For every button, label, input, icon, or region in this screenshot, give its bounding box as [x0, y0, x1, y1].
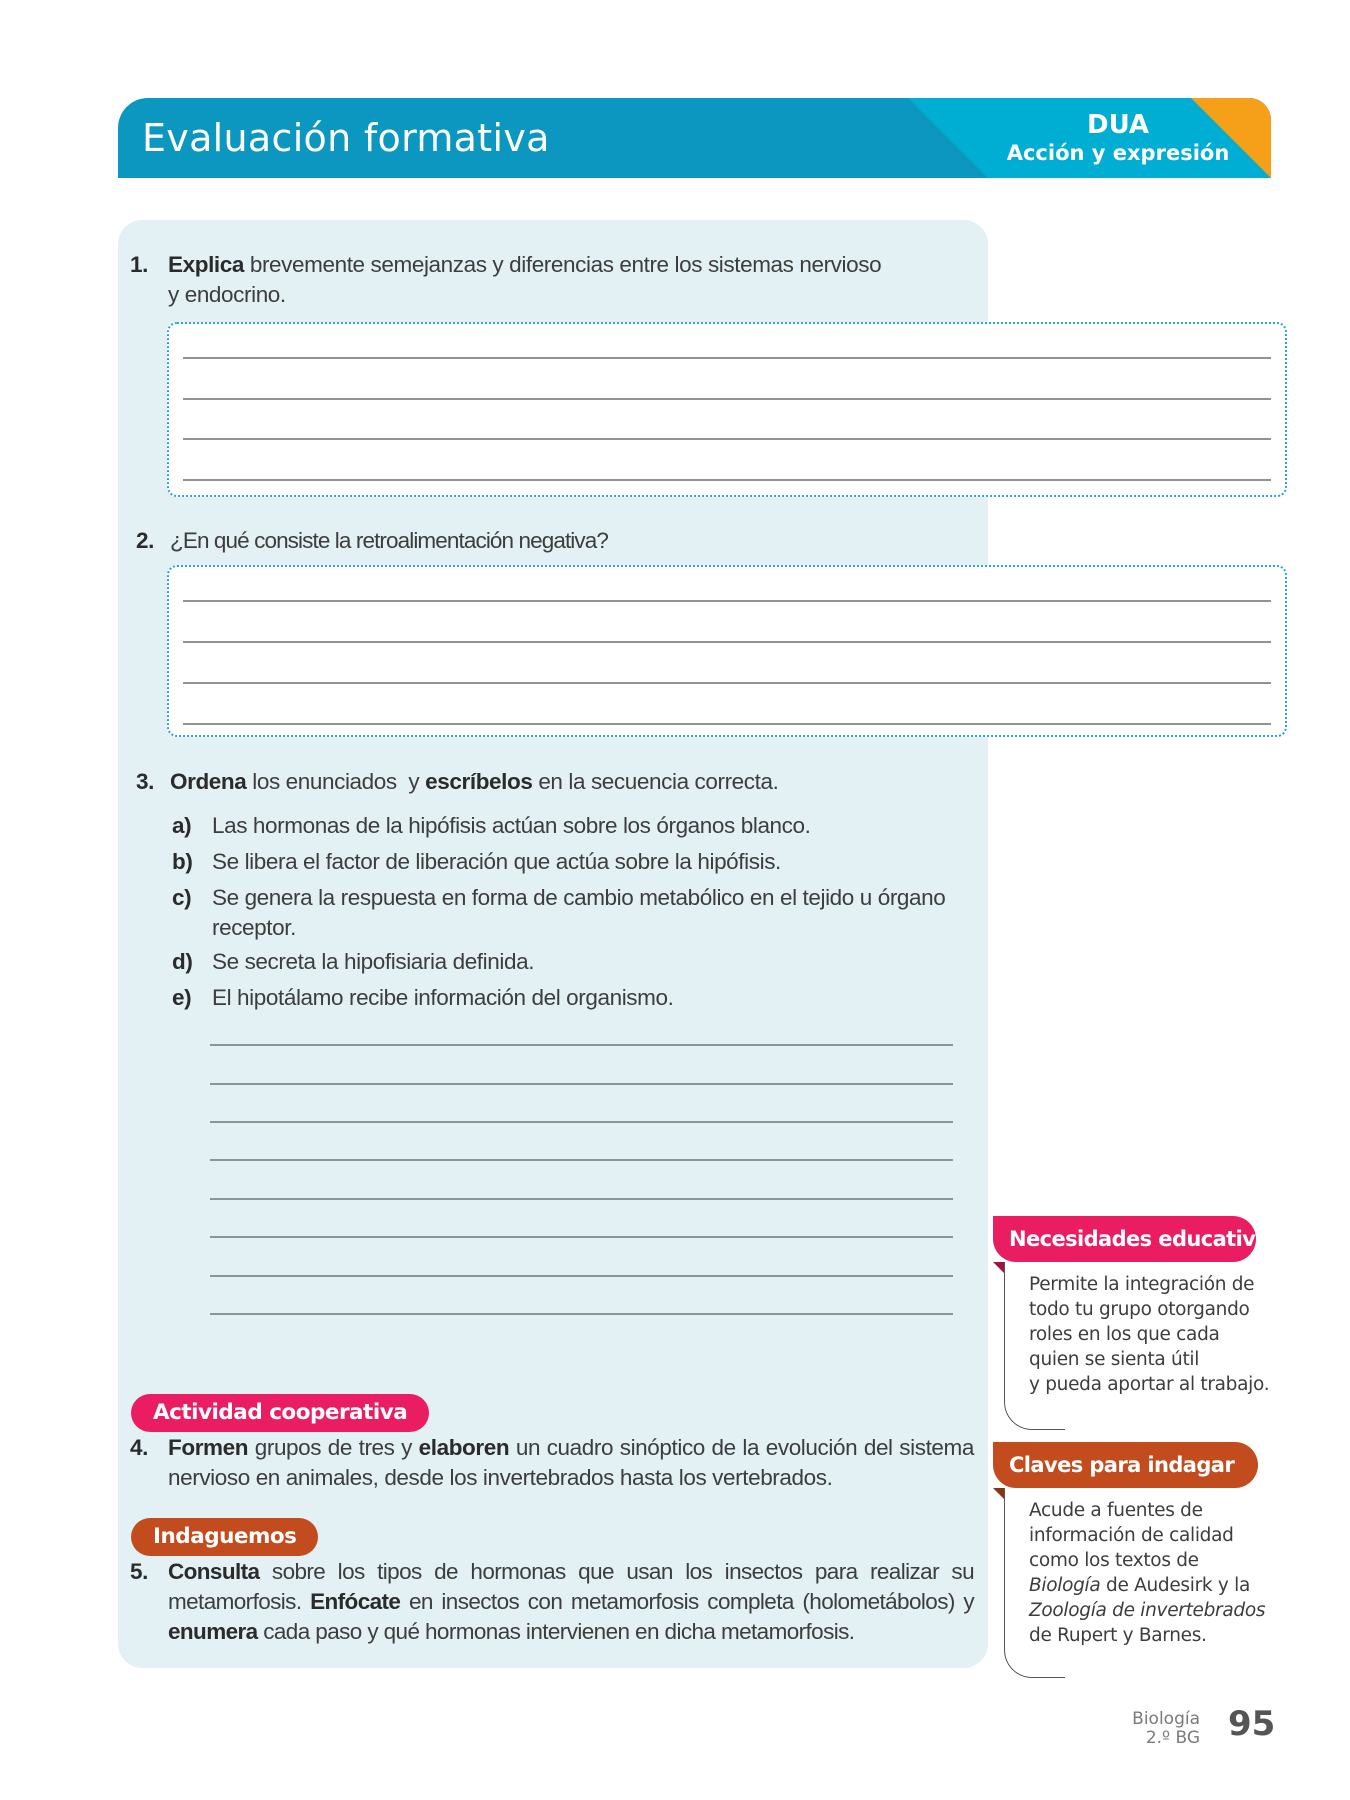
question-text: un cuadro sinóptico de la evolución del sistema nervioso en animales, desde los invertebrados hasta los vertebrados. [168, 1435, 974, 1490]
question-verb: Ordena [170, 769, 247, 794]
question-text: los enunciados y [246, 769, 426, 794]
question-text-cont: y endocrino. [168, 282, 286, 307]
answer-line [183, 438, 1271, 440]
question-verb-3: enumera [168, 1619, 258, 1644]
answer-line [183, 682, 1271, 684]
question-verb: Consulta [168, 1559, 260, 1584]
answer-line [210, 1198, 953, 1200]
question-text: sobre los tipos de hormonas que usan los insectos para realizar su metamorfosis. [168, 1559, 974, 1614]
sidebar-text-line: Permite la integración de [1029, 1274, 1255, 1295]
list-item [172, 883, 982, 943]
sidebar-text-line [1029, 1573, 1274, 1598]
list-item [172, 847, 982, 877]
item-label: c) [172, 885, 192, 910]
item-label: e) [172, 985, 192, 1010]
sidebar-claves-title [993, 1442, 1258, 1488]
book-title: Zoología de invertebrados [1029, 1600, 1266, 1621]
sidebar-text-line: todo tu grupo otorgando [1029, 1299, 1250, 1320]
question-text: en insectos con metamorfosis completa (holometábolos) y [400, 1589, 975, 1614]
sidebar-text-line: de Rupert y Barnes. [1029, 1625, 1207, 1646]
sidebar-title-text: Claves para indagar [1009, 1453, 1235, 1477]
grade-label: 2.º BG [1145, 1728, 1200, 1748]
page-title: Evaluación formativa [142, 116, 550, 160]
question-3 [136, 767, 976, 799]
answer-line [183, 479, 1271, 481]
answer-line [183, 398, 1271, 400]
question-number: 1. [130, 252, 148, 277]
sidebar-text-line: como los textos de [1029, 1550, 1199, 1571]
question-verb-2: elaboren [418, 1435, 510, 1460]
question-text: brevemente semejanzas y diferencias entre los sistemas nervioso [244, 252, 882, 277]
subject-name: Biología [1132, 1709, 1200, 1729]
answer-line [183, 723, 1271, 725]
item-label: d) [172, 949, 193, 974]
answer-line [183, 357, 1271, 359]
item-text: Se libera el factor de liberación que actúa sobre la hipófisis. [212, 849, 781, 874]
sidebar-claves-body [1004, 1488, 1274, 1678]
footer-subject [1100, 1710, 1200, 1748]
question-verb-2: Enfócate [310, 1589, 401, 1614]
item-label: a) [172, 813, 192, 838]
item-label: b) [172, 849, 193, 874]
sidebar-text-line: información de calidad [1029, 1525, 1234, 1546]
item-text: Se genera la respuesta en forma de cambio metabólico en el tejido u órgano receptor. [212, 885, 946, 940]
item-text: El hipotálamo recibe información del organismo. [212, 985, 674, 1010]
dua-tag [998, 110, 1238, 166]
question-4 [130, 1433, 975, 1495]
badge-indaguemos: Indaguemos [131, 1518, 318, 1556]
border-cutoff [1065, 1427, 1276, 1432]
book-title: Biología [1029, 1575, 1101, 1596]
answer-box-1[interactable] [167, 322, 1287, 497]
question-verb: Explica [168, 252, 244, 277]
question-5 [130, 1557, 975, 1649]
answer-line [210, 1236, 953, 1238]
answer-line [210, 1083, 953, 1085]
page-number: 95 [1228, 1704, 1276, 1744]
answer-line [183, 600, 1271, 602]
answer-line [183, 641, 1271, 643]
dua-title: DUA [1086, 110, 1150, 140]
answer-line [210, 1275, 953, 1277]
question-number: 2. [136, 528, 154, 553]
badge-actividad-cooperativa: Actividad cooperativa [131, 1394, 429, 1432]
list-item [172, 811, 982, 841]
sidebar-necesidades-body [1004, 1262, 1274, 1430]
answer-line [210, 1313, 953, 1315]
list-item [172, 983, 982, 1013]
question-1 [130, 250, 990, 312]
question-2 [136, 526, 976, 558]
question-text: grupos de tres y [248, 1435, 419, 1460]
dua-subtitle: Acción y expresión [1006, 141, 1230, 165]
answer-line [210, 1044, 953, 1046]
question-verb-2: escríbelos [425, 769, 533, 794]
sidebar-text: de Audesirk y la [1100, 1575, 1251, 1596]
sidebar-text-line: y pueda aportar al trabajo. [1029, 1374, 1270, 1395]
question-text: ¿En qué consiste la retroalimentación negativa? [170, 528, 608, 553]
sidebar-text-line [1029, 1598, 1274, 1623]
question-number: 5. [130, 1559, 148, 1584]
answer-box-2[interactable] [167, 565, 1287, 737]
answer-line [210, 1159, 953, 1161]
item-text: Las hormonas de la hipófisis actúan sobre los órganos blanco. [212, 813, 811, 838]
answer-line [210, 1121, 953, 1123]
item-text: Se secreta la hipofisiaria definida. [212, 949, 535, 974]
sidebar-text-line: Acude a fuentes de [1029, 1500, 1203, 1521]
question-text: cada paso y qué hormonas intervienen en dicha metamorfosis. [257, 1619, 855, 1644]
question-verb: Formen [168, 1435, 249, 1460]
border-cutoff [1065, 1675, 1276, 1680]
question-text: en la secuencia correcta. [532, 769, 779, 794]
sidebar-necesidades-title [993, 1216, 1281, 1262]
list-item [172, 947, 982, 977]
section-header [118, 98, 1271, 178]
question-number: 4. [130, 1435, 148, 1460]
question-number: 3. [136, 769, 154, 794]
sidebar-text-line: roles en los que cada [1029, 1324, 1220, 1345]
sidebar-text-line: quien se sienta útil [1029, 1349, 1200, 1370]
sidebar-title-text: Necesidades educativas [1009, 1227, 1281, 1251]
